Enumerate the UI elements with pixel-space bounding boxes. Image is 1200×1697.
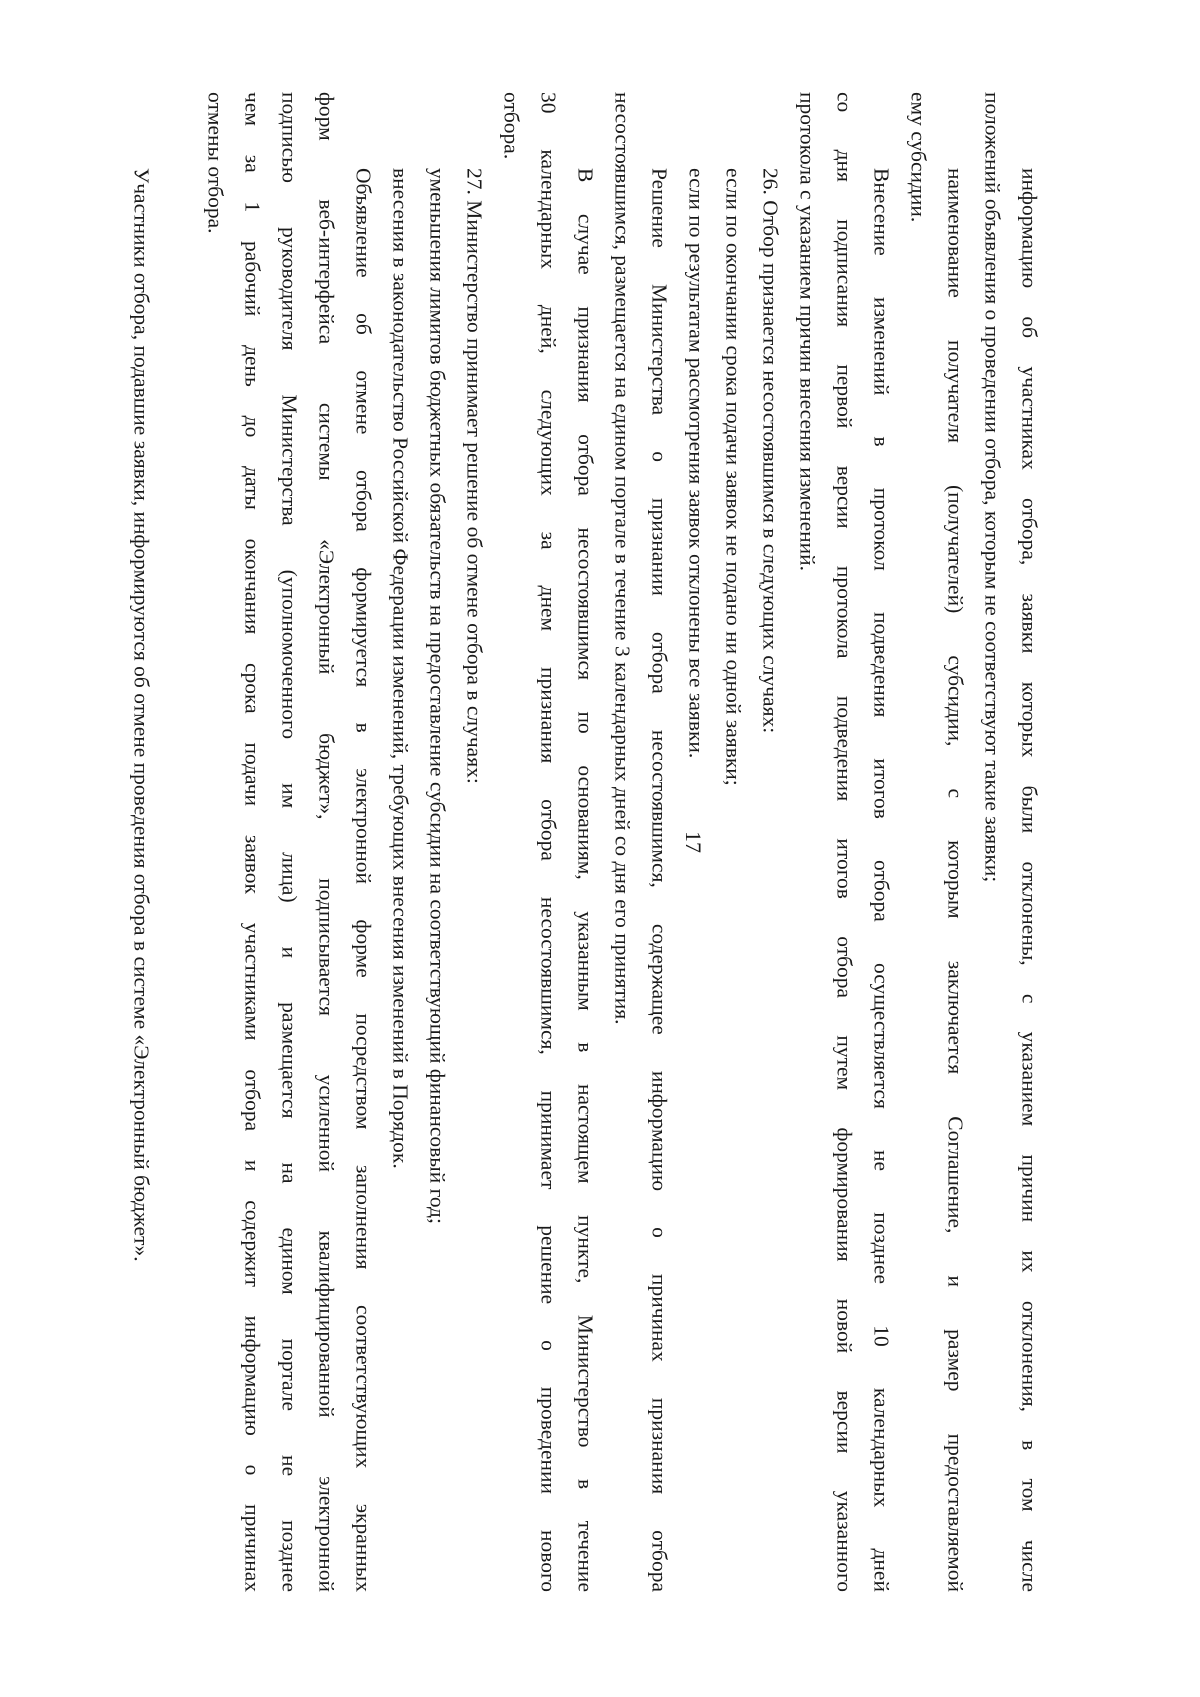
text-line: наименование получателя (получателей) субсидии, с которым заключается Соглашение, и размер предоставляемой (943, 168, 968, 1592)
text-line: Внесение изменений в протокол подведения итогов отбора осуществляется не позднее 10 календарных дней (869, 168, 894, 1592)
text-line: протокола с указанием причин внесения изменений. (795, 92, 820, 572)
text-line: уменьшения лимитов бюджетных обязательств на предоставление субсидии на соответствующий финансовый год; (425, 168, 450, 1224)
text-line: подписью руководителя Министерства (уполномоченного им лица) и размещается на едином портале не позднее (277, 92, 302, 1592)
text-line: несостоявшимся, размещается на едином портале в течение 3 календарных дней со дня его принятия. (610, 92, 635, 1025)
text-line: чем за 1 рабочий день до даты окончания срока подачи заявок участниками отбора и содержит информацию о причинах (240, 92, 265, 1592)
text-line: со дня подписания первой версии протокола подведения итогов отбора путем формирования новой версии указанного (832, 92, 857, 1592)
text-line: Участники отбора, подавшие заявки, информируются об отмене проведения отбора в системе «Электронный бюджет». (129, 168, 154, 1262)
text-line: отмены отбора. (203, 92, 228, 234)
text-line: 30 календарных дней, следующих за днем признания отбора несостоявшимся, принимает решение о проведении нового (536, 92, 561, 1592)
text-line: Решение Министерства о признании отбора несостоявшимся, содержащее информацию о причинах признания отбора (647, 168, 672, 1592)
text-line: информацию об участниках отбора, заявки которых были отклонены, с указанием причин их отклонения, в том числе (1017, 168, 1042, 1592)
text-line: 27. Министерство принимает решение об отмене отбора в случаях: (462, 168, 487, 784)
text-line: положений объявления о проведении отбора, которым не соответствуют такие заявки; (980, 92, 1005, 883)
document-body (123, 92, 1048, 1592)
text-line: В случае признания отбора несостоявшимся по основаниям, указанным в настоящем пункте, Министерство в течение (573, 168, 598, 1592)
text-line: ему субсидии. (906, 92, 931, 223)
text-line: если по результатам рассмотрения заявок отклонены все заявки. (684, 168, 709, 759)
text-line: 26. Отбор признается несостоявшимся в следующих случаях: (758, 168, 783, 734)
page-number: 17 (681, 831, 706, 853)
text-line: внесения в законодательство Российской Федерации изменений, требующих внесения изменений в Порядок. (388, 168, 413, 1169)
text-line: если по окончании срока подачи заявок не подано ни одной заявки; (721, 168, 746, 786)
text-line: отбора. (499, 92, 524, 160)
blank-line (160, 92, 197, 1592)
text-line: Объявление об отмене отбора формируется в электронной форме посредством заполнения соответствующих экранных (351, 168, 376, 1592)
text-line: форм веб-интерфейса системы «Электронный бюджет», подписывается усиленной квалифицированной электронной (314, 92, 339, 1592)
